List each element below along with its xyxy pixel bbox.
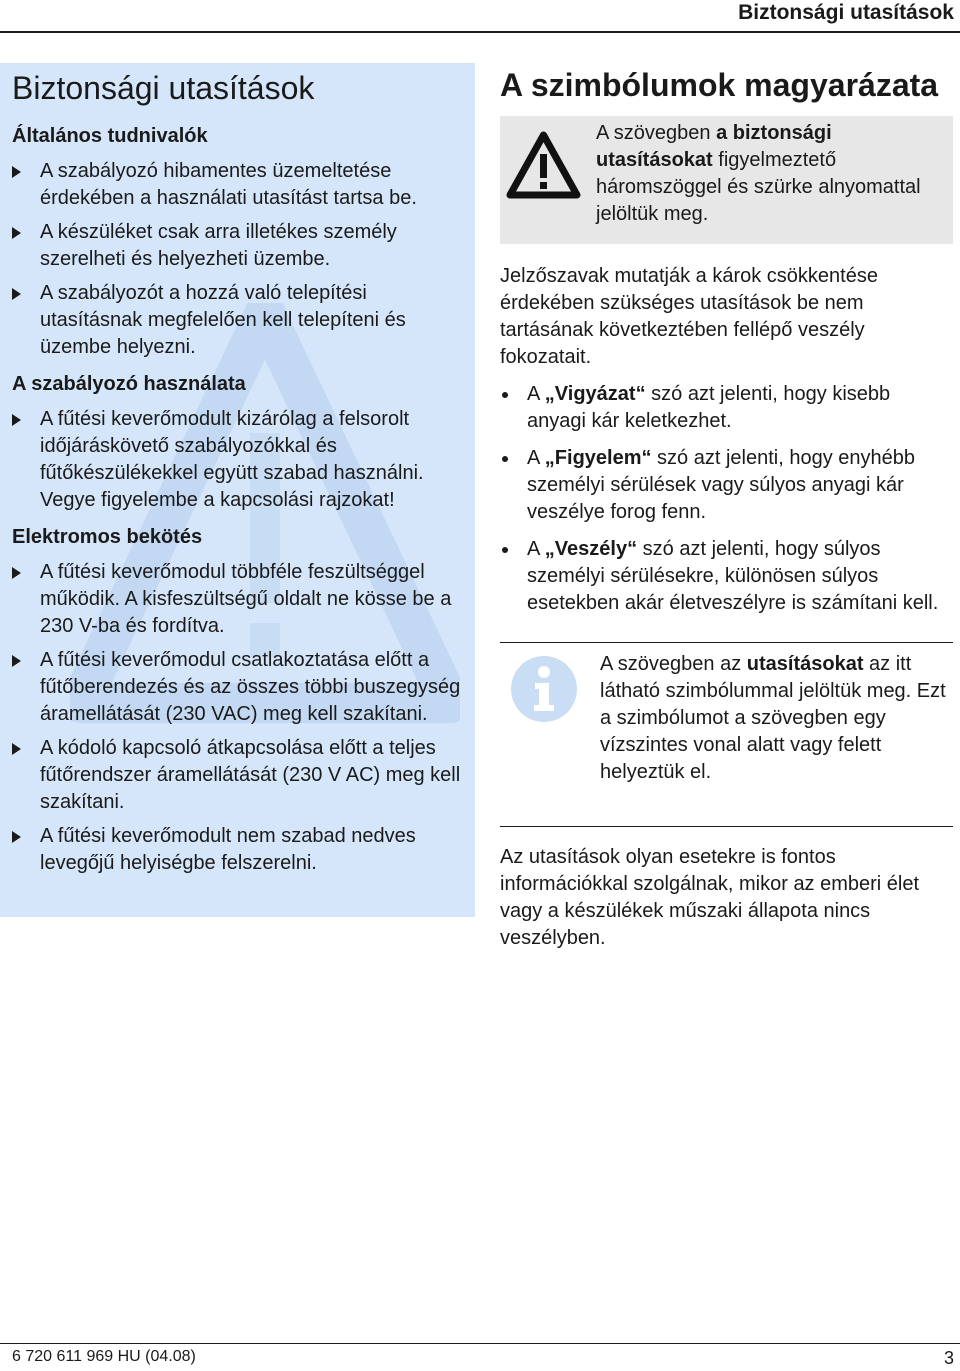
running-header: Biztonsági utasítások — [738, 1, 954, 24]
bullet-dot-icon — [502, 547, 508, 553]
list-item: A „Figyelem“ szó azt jelenti, hogy enyhébb személyi sérülések vagy súlyos anyagi kár veszélye forog fenn. — [500, 445, 953, 526]
header-rule — [0, 31, 960, 33]
list-item: A fűtési keverőmodul csatlakoztatása előtt a fűtőberendezés és az összes többi buszegység áramellátását (230 VAC) meg kell szakítani. — [12, 647, 463, 728]
page-title: Biztonsági utasítások — [12, 70, 315, 106]
warning-text: A szövegben a biztonsági utasításokat figyelmeztető háromszöggel és szürke alnyomattal jelöltük meg. — [596, 122, 921, 225]
arrow-icon — [12, 288, 21, 300]
section-heading-electrical: Elektromos bekötés — [12, 526, 203, 548]
arrow-icon — [12, 227, 21, 239]
info-bottom-rule — [500, 826, 953, 827]
arrow-icon — [12, 166, 21, 178]
list-item: A készüléket csak arra illetékes személy szerelheti és helyezheti üzembe. — [12, 219, 463, 273]
closing-paragraph: Az utasítások olyan esetekre is fontos információkkal szolgálnak, mikor az emberi élet vagy a készülékek műszaki állapota nincs veszélyben. — [500, 846, 920, 949]
arrow-icon — [12, 655, 21, 667]
symbols-title: A szimbólumok magyarázata — [500, 67, 939, 103]
document-code: 6 720 611 969 HU (04.08) — [12, 1348, 196, 1365]
list-item: A fűtési keverőmodul többféle feszültséggel működik. A kisfeszültségű oldalt ne kösse be a 230 V-ba és fordítva. — [12, 559, 463, 640]
usage-list — [12, 406, 463, 514]
arrow-icon — [12, 743, 21, 755]
info-block — [500, 643, 953, 826]
section-heading-general: Általános tudnivalók — [12, 125, 208, 147]
electrical-list — [12, 559, 463, 877]
list-item: A kódoló kapcsoló átkapcsolása előtt a teljes fűtőrendszer áramellátását (230 V AC) meg kell szakítani. — [12, 735, 463, 816]
info-text: A szövegben az utasításokat az itt látható szimbólummal jelöltük meg. Ezt a szimbólumot a szövegben egy vízszintes vonal alatt vagy felett helyeztük el. — [600, 653, 946, 783]
list-item: A fűtési keverőmodult kizárólag a felsorolt időjáráskövető szabályozókkal és fűtőkészülékekkel együtt szabad használni. Vegye figyelembe a kapcsolási rajzokat! — [12, 406, 463, 514]
general-list — [12, 158, 463, 361]
symbols-column — [500, 63, 953, 952]
bullet-dot-icon — [502, 392, 508, 398]
list-item: A szabályozó hibamentes üzemeltetése érdekében a használati utasítást tartsa be. — [12, 158, 463, 212]
signal-intro: Jelzőszavak mutatják a károk csökkentése érdekében szükséges utasítások be nem tartásának következtében fellépő veszély fokozatait. — [500, 265, 878, 368]
arrow-icon — [12, 831, 21, 843]
warning-triangle-icon — [506, 130, 581, 200]
arrow-icon — [12, 414, 21, 426]
list-item: A „Vigyázat“ szó azt jelenti, hogy kisebb anyagi kár keletkezhet. — [500, 381, 953, 435]
page-number: 3 — [943, 1348, 954, 1368]
list-item: A szabályozót a hozzá való telepítési utasításnak megfelelően kell telepíteni és üzembe helyezni. — [12, 280, 463, 361]
section-heading-usage: A szabályozó használata — [12, 373, 246, 395]
list-item: A „Veszély“ szó azt jelenti, hogy súlyos személyi sérülésekre, különösen súlyos esetekben akár életveszélyre is számítani kell. — [500, 536, 953, 617]
arrow-icon — [12, 567, 21, 579]
signal-word-list — [500, 381, 953, 617]
list-item: A fűtési keverőmodult nem szabad nedves levegőjű helyiségbe felszerelni. — [12, 823, 463, 877]
bullet-dot-icon — [502, 456, 508, 462]
safety-panel — [0, 63, 475, 917]
footer-rule — [0, 1343, 960, 1344]
info-icon — [510, 655, 578, 723]
warning-box — [500, 116, 953, 244]
